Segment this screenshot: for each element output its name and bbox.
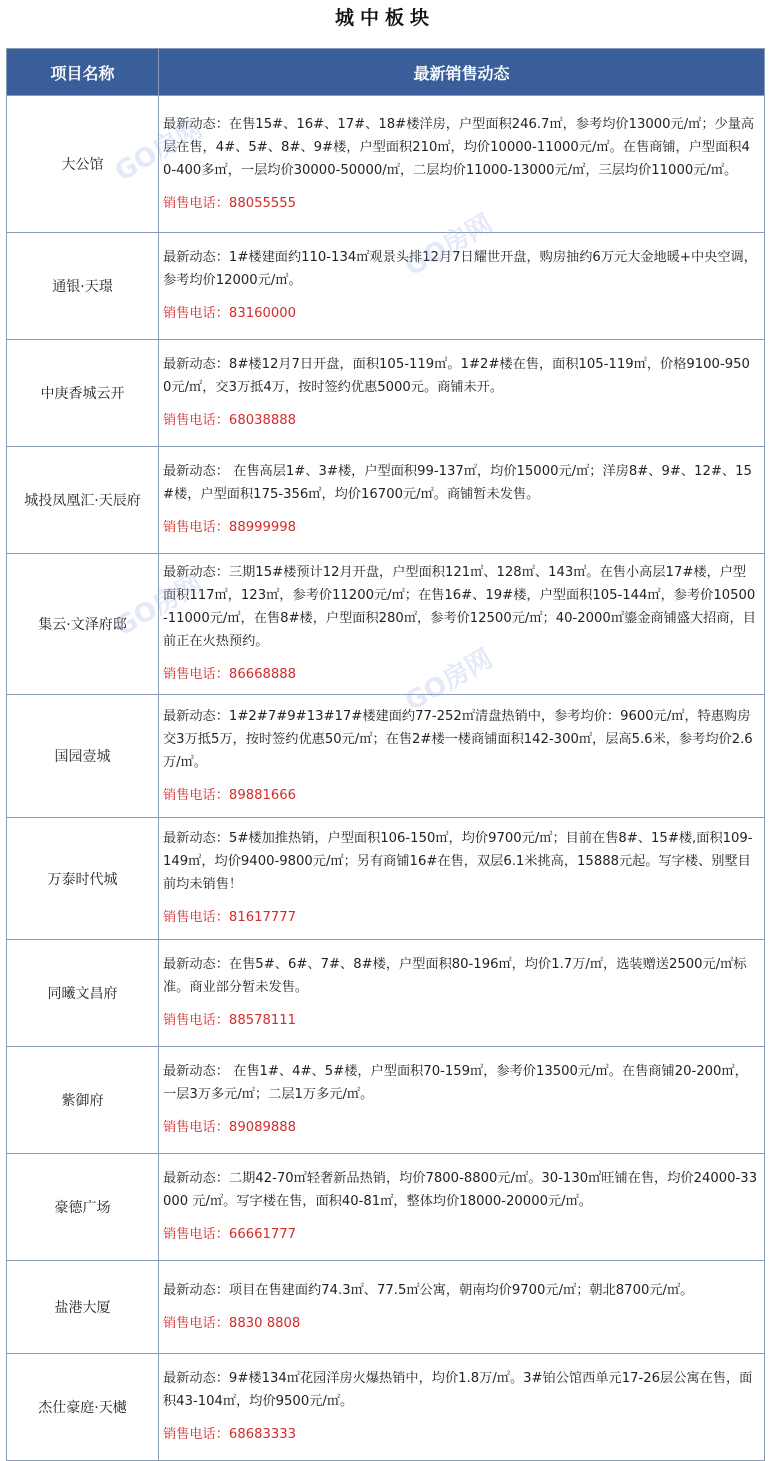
sales-phone: 销售电话：68038888 (163, 413, 297, 428)
project-name: 同曦文昌府 (7, 940, 159, 1047)
table-row (7, 1154, 765, 1261)
project-info (159, 233, 765, 340)
project-name: 国园壹城 (7, 695, 159, 818)
watermark: GO房网 (400, 643, 498, 718)
table-row (7, 554, 765, 695)
sales-phone: 销售电话：88578111 (163, 1013, 297, 1028)
project-info (159, 1154, 765, 1261)
project-info (159, 1261, 765, 1354)
sales-phone: 销售电话：83160000 (163, 306, 297, 321)
table-row (7, 818, 765, 940)
project-desc: 最新动态：1#楼建面约110-134㎡观景头排12月7日耀世开盘，购房抽约6万元大金地暖+中央空调，参考均价12000元/㎡。 (163, 250, 757, 288)
project-info (159, 1047, 765, 1154)
table-row (7, 1354, 765, 1461)
table-row (7, 340, 765, 447)
project-name: 大公馆 (7, 96, 159, 233)
page-title: 城中板块 (334, 7, 435, 29)
project-info (159, 1354, 765, 1461)
project-desc: 最新动态： 在售1#、4#、5#楼，户型面积70-159㎡，参考价13500元/㎡。在售商铺20-200㎡，一层3万多元/㎡；二层1万多元/㎡。 (163, 1064, 748, 1102)
sales-phone: 销售电话：89881666 (163, 787, 297, 803)
project-info (159, 96, 765, 233)
project-name: 城投凤凰汇·天辰府 (7, 447, 159, 554)
watermark: GO房网 (110, 568, 208, 643)
project-info (159, 940, 765, 1047)
project-name: 集云·文泽府邸 (7, 554, 159, 695)
header-project-name: 项目名称 (7, 49, 159, 96)
table-row (7, 695, 765, 818)
sales-phone: 销售电话：86668888 (163, 667, 297, 682)
project-desc: 最新动态： 在售高层1#、3#楼，户型面积99-137㎡，均价15000元/㎡；洋房8#、9#、12#、15#楼，户型面积175-356㎡，均价16700元/㎡。商铺暂未发售。 (163, 464, 752, 502)
sales-phone: 销售电话：88999998 (163, 520, 297, 535)
project-desc: 最新动态：二期42-70㎡轻奢新品热销，均价7800-8800元/㎡。30-130㎡旺铺在售，均价24000-33000 元/㎡。写字楼在售，面积40-81㎡，整体均价18000-20000元/㎡。 (163, 1171, 758, 1209)
project-info (159, 447, 765, 554)
watermark: GO房网 (110, 113, 208, 188)
sales-phone: 销售电话：8830 8808 (163, 1315, 301, 1331)
table-row (7, 447, 765, 554)
project-desc: 最新动态：1#2#7#9#13#17#楼建面约77-252㎡清盘热销中，参考均价：9600元/㎡，特惠购房交3万抵5万，按时签约优惠50元/㎡；在售2#楼一楼商铺面积142-300㎡，层高5.6米，参考均价2.6万/㎡。 (163, 708, 753, 770)
project-desc: 最新动态：项目在售建面约74.3㎡、77.5㎡公寓，朝南均价9700元/㎡；朝北8700元/㎡。 (163, 1282, 694, 1298)
project-info (159, 340, 765, 447)
project-info (159, 554, 765, 695)
project-desc: 最新动态：在售5#、6#、7#、8#楼，户型面积80-196㎡，均价1.7万/㎡，选装赠送2500元/㎡标准。商业部分暂未发售。 (163, 957, 747, 995)
project-info (159, 695, 765, 818)
project-desc: 最新动态：三期15#楼预计12月开盘，户型面积121㎡、128㎡、143㎡。在售小高层17#楼，户型面积117㎡，123㎡，参考价11200元/㎡；在售16#、19#楼，户型面积105-144㎡，参考价10500-11000元/㎡，在售8#楼，户型面积280㎡，参考价12500元/㎡；40-2000㎡鎏金商铺盛大招商，目前正在火热预约。 (163, 565, 756, 649)
project-name: 紫御府 (7, 1047, 159, 1154)
sales-phone: 销售电话：88055555 (163, 195, 297, 211)
table-row (7, 1261, 765, 1354)
table-row (7, 96, 765, 233)
project-name: 豪德广场 (7, 1154, 159, 1261)
sales-phone: 销售电话：68683333 (163, 1427, 297, 1442)
project-desc: 最新动态：在售15#、16#、17#、18#楼洋房，户型面积246.7㎡，参考均价13000元/㎡；少量高层在售，4#、5#、8#、9#楼，户型面积210㎡，均价10000-11000元/㎡。在售商铺，户型面积40-400多㎡，一层均价30000-50000/㎡，二层均价11000-13000元/㎡，三层均价11000元/㎡。 (163, 116, 755, 178)
table-row (7, 1047, 765, 1154)
project-name: 通银·天璟 (7, 233, 159, 340)
project-info (159, 818, 765, 940)
watermark: GO房网 (400, 208, 498, 283)
table-header-row (7, 49, 765, 96)
project-name: 杰仕豪庭·天樾 (7, 1354, 159, 1461)
header-sales-news: 最新销售动态 (159, 49, 765, 96)
project-name: 中庚香城云开 (7, 340, 159, 447)
sales-phone: 销售电话：89089888 (163, 1120, 297, 1135)
table-row (7, 233, 765, 340)
project-desc: 最新动态：5#楼加推热销，户型面积106-150㎡，均价9700元/㎡；目前在售8#、15#楼,面积109-149㎡，均价9400-9800元/㎡；另有商铺16#在售，双层6.1米挑高，15888元起。写字楼、别墅目前均未销售！ (163, 831, 753, 892)
sales-phone: 销售电话：81617777 (163, 910, 297, 925)
project-name: 盐港大厦 (7, 1261, 159, 1354)
project-table (6, 48, 765, 1461)
project-desc: 最新动态：8#楼12月7日开盘，面积105-119㎡。1#2#楼在售，面积105-119㎡，价格9100-9500元/㎡，交3万抵4万，按时签约优惠5000元。商铺未开。 (163, 357, 750, 395)
sales-phone: 销售电话：66661777 (163, 1227, 297, 1242)
table-row (7, 940, 765, 1047)
project-desc: 最新动态：9#楼134㎡花园洋房火爆热销中，均价1.8万/㎡。3#铂公馆西单元17-26层公寓在售，面积43-104㎡，均价9500元/㎡。 (163, 1371, 753, 1409)
project-name: 万泰时代城 (7, 818, 159, 940)
